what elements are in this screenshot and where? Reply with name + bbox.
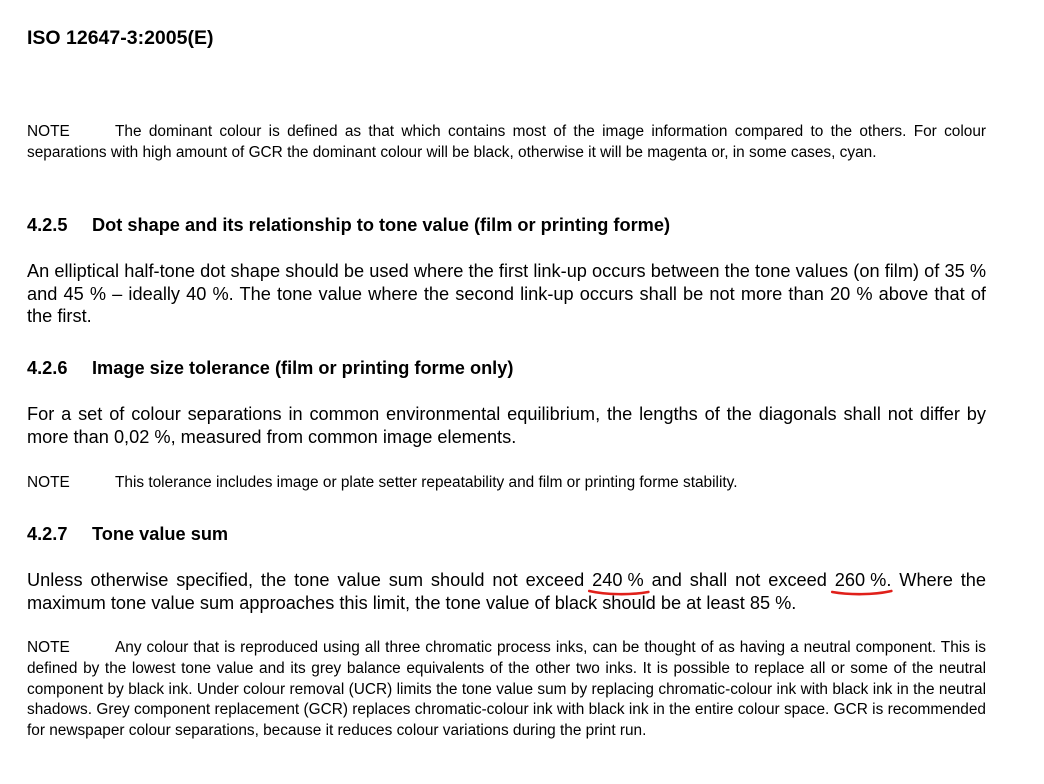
note-text: The dominant colour is defined as that which contains most of the image information compared to the others. For colour separations with high amount of GCR the dominant colour will be black, otherwise it will be magenta or, in some cases, cyan. xyxy=(27,123,986,161)
section-heading-4-2-6 xyxy=(27,356,986,380)
section-title: Dot shape and its relationship to tone value (film or printing forme) xyxy=(92,215,670,235)
body-text: and shall not exceed xyxy=(643,570,835,590)
note-label: NOTE xyxy=(27,474,70,491)
highlighted-value-240: 240 % xyxy=(592,569,644,592)
section-title: Image size tolerance (film or printing forme only) xyxy=(92,358,514,378)
section-body-4-2-5: An elliptical half-tone dot shape should be used where the first link-up occurs between the tone values (on film) of 35 % and 45 % – ideally 40 %. The tone value where the second link-up occurs shall be not more than 20 % above that of the first. xyxy=(27,261,986,326)
body-text: . Where the maximum tone value sum approaches this limit, the tone value of black should be at least 85 %. xyxy=(27,570,987,613)
section-heading-4-2-7 xyxy=(27,522,986,546)
section-number: 4.2.7 xyxy=(27,524,68,544)
body-text: Unless otherwise specified, the tone value sum should not exceed xyxy=(27,570,593,590)
section-title: Tone value sum xyxy=(92,524,229,544)
document-header: ISO 12647-3:2005(E) xyxy=(27,27,214,49)
red-underline-annotation xyxy=(831,589,893,597)
section-number: 4.2.5 xyxy=(27,215,68,235)
note-neutral-component xyxy=(27,638,986,742)
note-dominant-colour xyxy=(27,122,986,164)
note-text: Any colour that is reproduced using all three chromatic process inks, can be thought of as having a neutral component. This is defined by the lowest tone value and its grey balance equivalents of the other two inks. It is possible to replace all or some of the neutral component by black ink. Under colour removal (UCR) limits the tone value sum by replacing chromatic-colour ink with black ink in the neutral shadows. Grey component replacement (GCR) replaces chromatic-colour ink with black ink in the entire colour space. GCR is recommended for newspaper colour separations, because it reduces colour variations during the print run. xyxy=(27,639,986,740)
note-label: NOTE xyxy=(27,123,70,140)
note-tolerance xyxy=(27,473,986,494)
section-body-4-2-6: For a set of colour separations in common environmental equilibrium, the lengths of the diagonals shall not differ by more than 0,02 %, measured from common image elements. xyxy=(27,404,986,447)
section-heading-4-2-5 xyxy=(27,213,986,237)
section-body-4-2-7 xyxy=(27,569,986,614)
note-text: This tolerance includes image or plate setter repeatability and film or printing forme stability. xyxy=(115,474,738,491)
note-label: NOTE xyxy=(27,639,70,656)
red-underline-annotation xyxy=(588,589,650,597)
highlighted-value-260: 260 % xyxy=(835,569,887,592)
section-number: 4.2.6 xyxy=(27,358,68,378)
